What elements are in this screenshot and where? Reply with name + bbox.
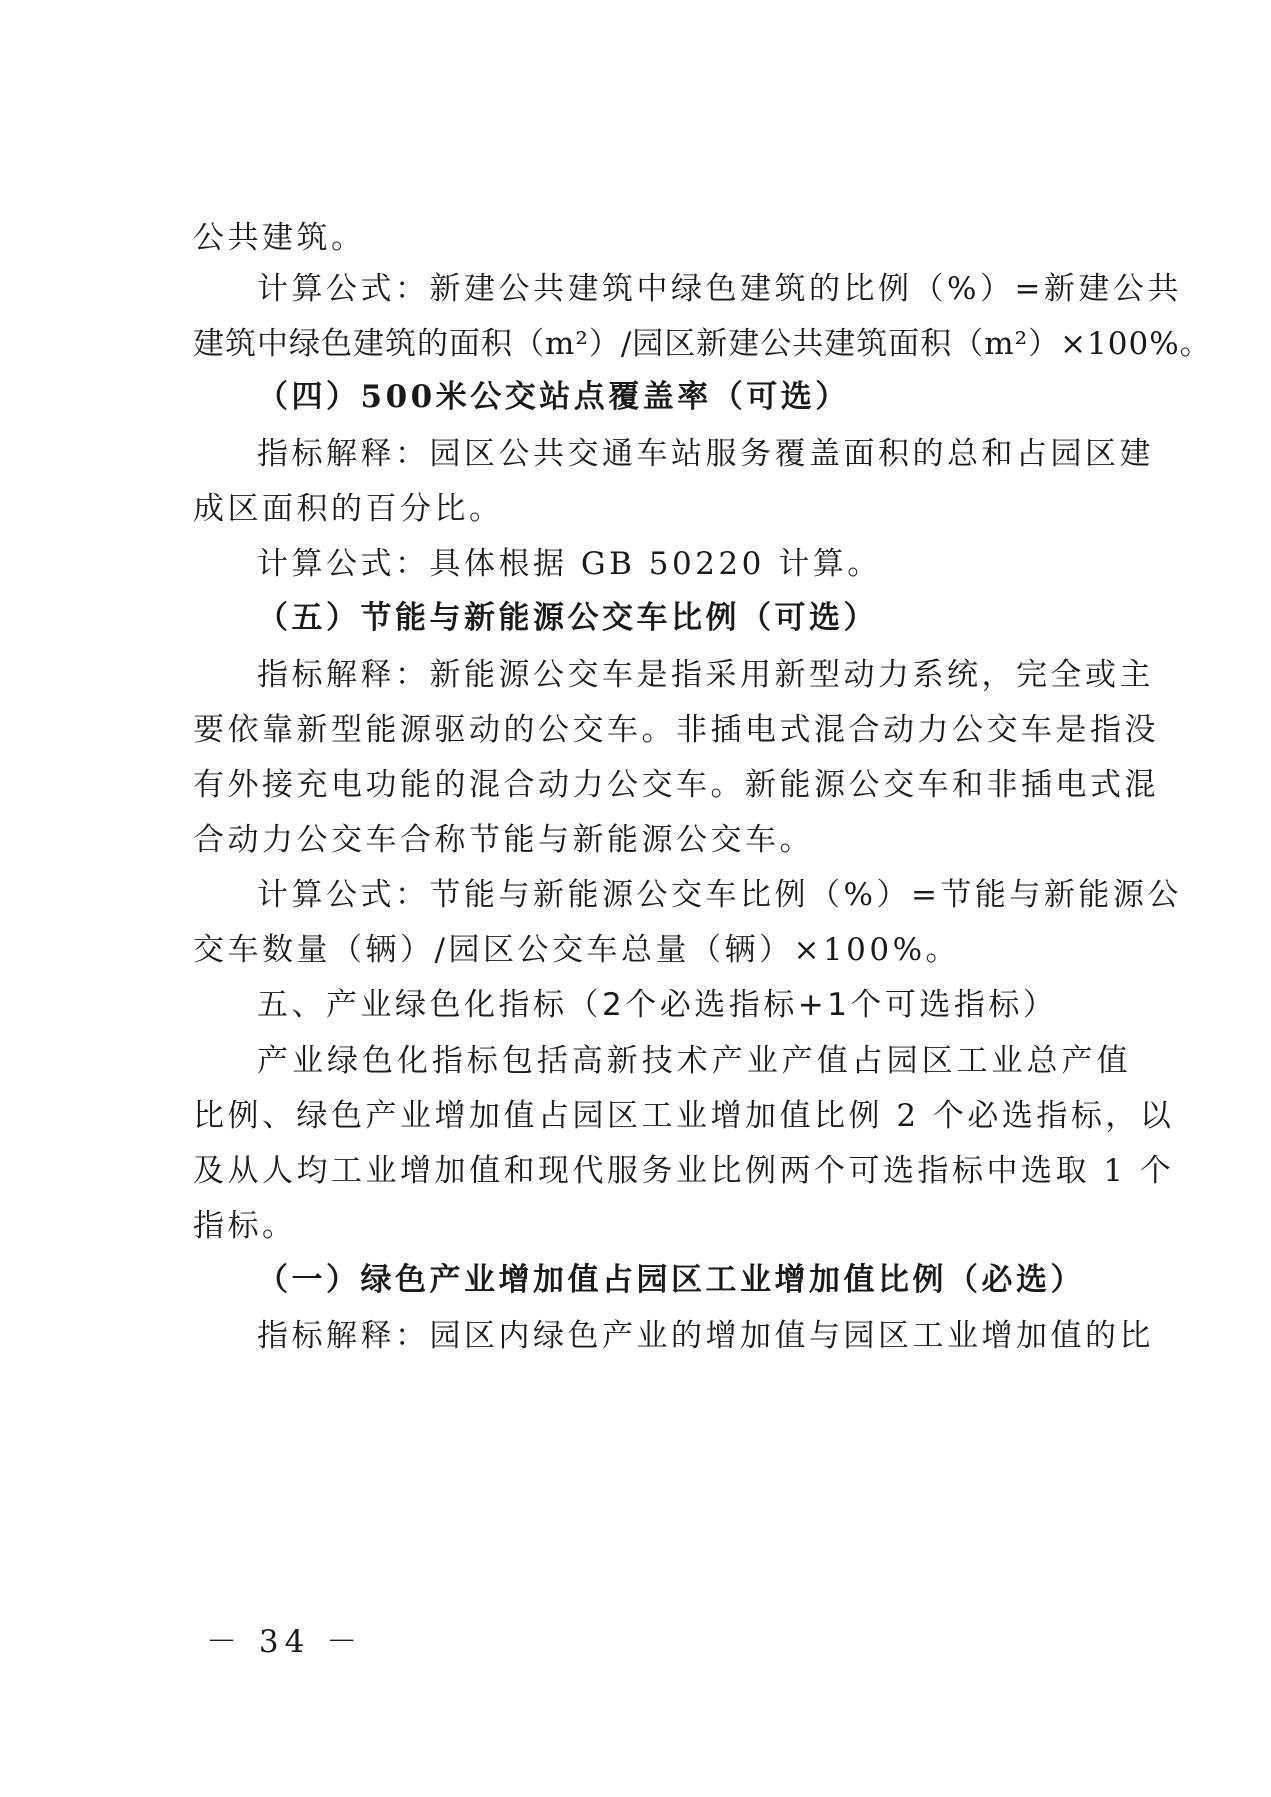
definition-line: 指标解释：新能源公交车是指采用新型动力系统，完全或主 [257,657,1154,693]
definition-line: 指标解释：园区内绿色产业的增加值与园区工业增加值的比 [257,1318,1154,1354]
formula-line: 建筑中绿色建筑的面积（m²）/园区新建公共建筑面积（m²）×100%。 [193,326,1212,362]
body-text-line: 有外接充电功能的混合动力公交车。新能源公交车和非插电式混 [193,767,1159,803]
section-heading: （一）绿色产业增加值占园区工业增加值比例（必选） [257,1262,1085,1298]
body-text-line: 及从人均工业增加值和现代服务业比例两个可选指标中选取 1 个 [193,1153,1175,1189]
section-heading: （四）500米公交站点覆盖率（可选） [257,379,850,415]
formula-line: 计算公式：新建公共建筑中绿色建筑的比例（%）=新建公共 [257,271,1182,307]
section-heading: （五）节能与新能源公交车比例（可选） [257,600,878,636]
chapter-heading: 五、产业绿色化指标（2个必选指标+1个可选指标） [257,987,1058,1023]
body-text-line: 指标。 [193,1208,297,1244]
formula-line: 计算公式：具体根据 GB 50220 计算。 [257,546,882,582]
page-number: － 34 － [206,1624,364,1660]
body-text-line: 公共建筑。 [193,220,366,256]
body-text-line: 比例、绿色产业增加值占园区工业增加值比例 2 个必选指标，以 [193,1098,1175,1134]
formula-line: 交车数量（辆）/园区公交车总量（辆）×100%。 [193,932,961,968]
body-text-line: 产业绿色化指标包括高新技术产业产值占园区工业总产值 [257,1043,1131,1079]
body-text-line: 合动力公交车合称节能与新能源公交车。 [193,822,814,858]
body-text-line: 成区面积的百分比。 [193,491,504,527]
definition-line: 指标解释：园区公共交通车站服务覆盖面积的总和占园区建 [257,436,1154,472]
body-text-line: 要依靠新型能源驱动的公交车。非插电式混合动力公交车是指没 [193,712,1159,748]
formula-line: 计算公式：节能与新能源公交车比例（%）=节能与新能源公 [257,877,1182,913]
